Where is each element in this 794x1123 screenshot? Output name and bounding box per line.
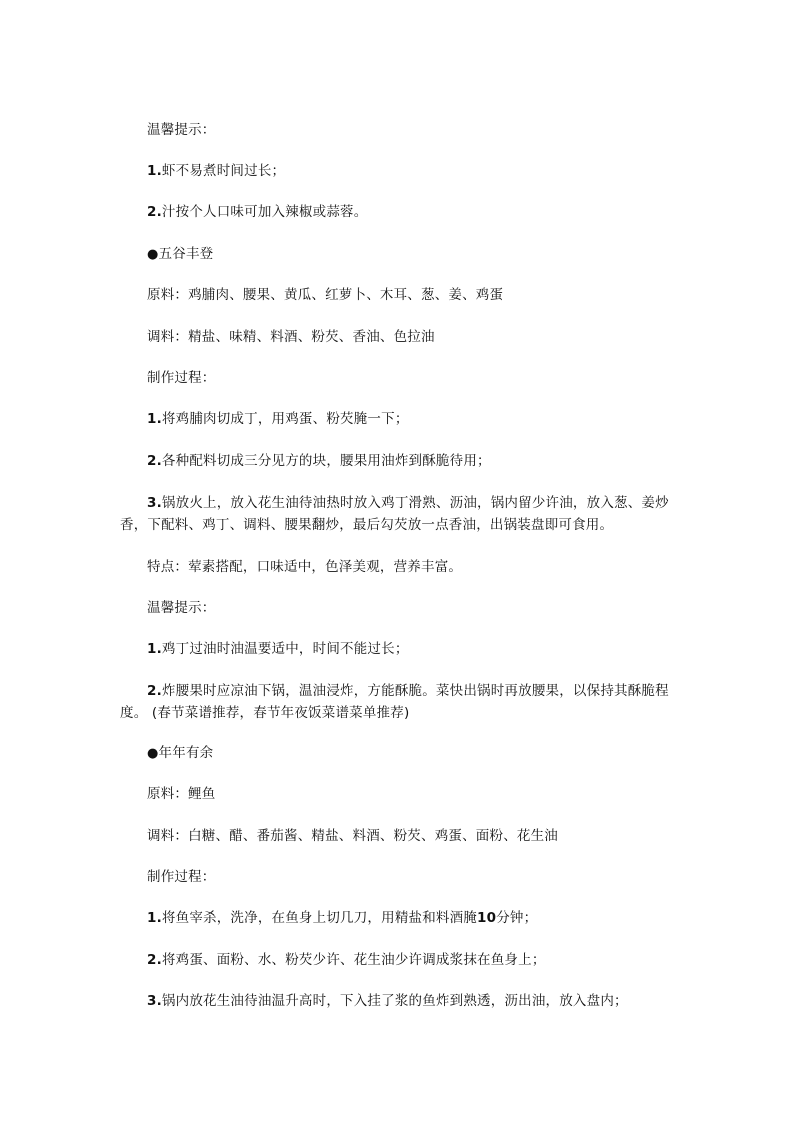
dish1-seasoning-text: 调料：精盐、味精、料酒、粉芡、香油、色拉油 [147, 329, 435, 345]
tips1-item1-number: 1. [147, 163, 162, 179]
dish2-step2-number: 2. [147, 952, 162, 968]
dish1-process-title-text: 制作过程： [147, 370, 216, 386]
tips2-item2-number: 2. [147, 683, 162, 699]
dish2-step3 [147, 991, 675, 1011]
tips1-title [147, 120, 675, 140]
dish2-step2-text: 将鸡蛋、面粉、水、粉芡少许、花生油少许调成浆抹在鱼身上； [161, 952, 546, 968]
tips1-item2-number: 2. [147, 204, 162, 220]
dish1-feature [147, 557, 675, 577]
tips2-item1-number: 1. [147, 641, 162, 657]
dish2-ingredients [147, 784, 675, 804]
dish2-process-title-text: 制作过程： [147, 869, 216, 885]
tips1-item1 [147, 161, 675, 181]
dish2-ingredients-text: 原料：鲤鱼 [147, 786, 216, 802]
dish1-step2 [147, 451, 675, 471]
tips2-item1-text: 鸡丁过油时油温要适中，时间不能过长； [161, 641, 409, 657]
tips2-item1 [147, 639, 675, 659]
tips2-title [147, 598, 675, 618]
tips1-title-text: 温馨提示： [147, 122, 216, 138]
dish2-step3-text: 锅内放花生油待油温升高时，下入挂了浆的鱼炸到熟透，沥出油，放入盘内； [161, 993, 628, 1009]
dish1-step3-number: 3. [147, 495, 162, 511]
dish2-step1-text-b: 分钟； [496, 910, 538, 926]
dish1-step2-number: 2. [147, 453, 162, 469]
dish2-heading [147, 743, 675, 764]
dish2-name: 年年有余 [158, 745, 214, 761]
tips2-item2 [120, 680, 675, 724]
dish1-heading [147, 244, 675, 265]
dish1-ingredients-text: 原料：鸡脯肉、腰果、黄瓜、红萝卜、木耳、葱、姜、鸡蛋 [147, 287, 504, 303]
dish2-step1 [147, 908, 675, 928]
bullet-icon: ● [147, 746, 159, 761]
dish2-step1-text-a: 将鱼宰杀，洗净，在鱼身上切几刀，用精盐和料酒腌 [161, 910, 478, 926]
tips2-item2-text: 炸腰果时应凉油下锅，温油浸炸，方能酥脆。菜快出锅时再放腰果，以保持其酥脆程度。 (春节菜谱推荐，春节年夜饭菜谱菜单推荐) [120, 683, 669, 721]
dish1-step1-text: 将鸡脯肉切成丁，用鸡蛋、粉芡腌一下； [161, 411, 409, 427]
tips1-item2 [147, 202, 675, 222]
tips1-item1-text: 虾不易煮时间过长； [161, 163, 286, 179]
tips1-item2-text: 汁按个人口味可加入辣椒或蒜蓉。 [161, 204, 368, 220]
dish2-step1-number: 1. [147, 910, 162, 926]
dish1-feature-text: 特点：荤素搭配，口味适中，色泽美观，营养丰富。 [147, 559, 463, 575]
dish1-step3-text: 锅放火上，放入花生油待油热时放入鸡丁滑熟、沥油，锅内留少许油，放入葱、姜炒香，下配料、鸡丁、调料、腰果翻炒，最后勾芡放一点香油，出锅装盘即可食用。 [120, 495, 669, 533]
dish2-process-title [147, 867, 675, 887]
dish1-ingredients [147, 285, 675, 305]
dish1-step2-text: 各种配料切成三分见方的块，腰果用油炸到酥脆待用； [161, 453, 491, 469]
dish1-name: 五谷丰登 [158, 246, 214, 262]
dish1-process-title [147, 368, 675, 388]
dish1-step1 [147, 409, 675, 429]
dish2-step3-number: 3. [147, 993, 162, 1009]
dish2-seasoning [147, 826, 675, 846]
dish2-seasoning-text: 调料：白糖、醋、番茄酱、精盐、料酒、粉芡、鸡蛋、面粉、花生油 [147, 828, 558, 844]
bullet-icon: ● [147, 247, 159, 262]
dish1-step3 [120, 492, 675, 536]
dish2-step1-minutes: 10 [477, 910, 497, 926]
dish1-seasoning [147, 327, 675, 347]
tips2-title-text: 温馨提示： [147, 600, 216, 616]
dish1-step1-number: 1. [147, 411, 162, 427]
dish2-step2 [147, 950, 675, 970]
